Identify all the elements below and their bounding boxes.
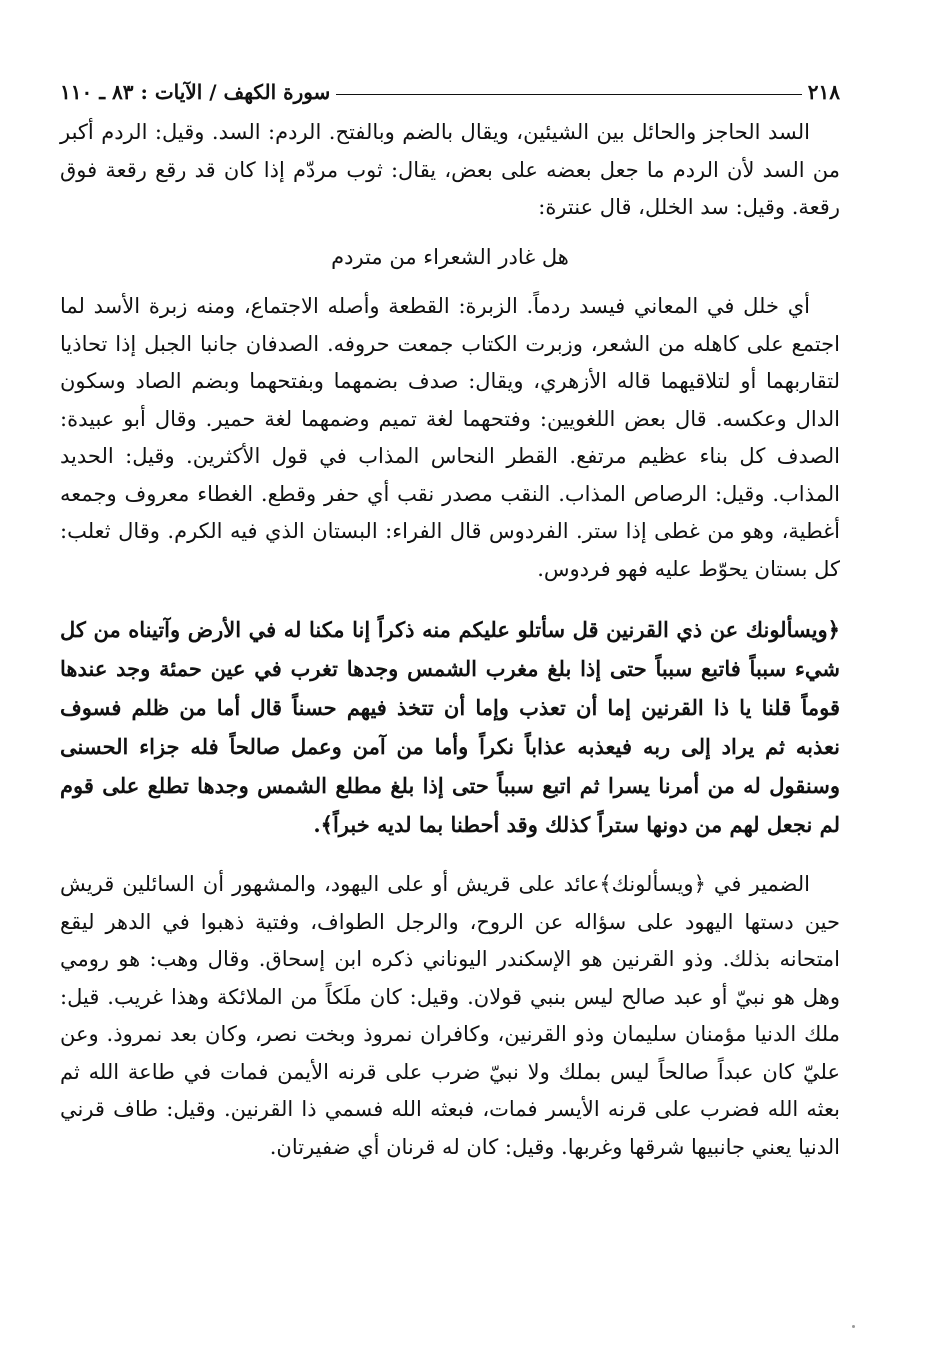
header-rule bbox=[336, 94, 801, 95]
tafsir-commentary: الضمير في ﴿ويسألونك﴾عائد على قريش أو على اليهود، والمشهور أن السائلين قريش حين دستها اليهود على سؤاله عن الروح، والرجل الطواف، وفتية ذهبوا في الدهر ليقع امتحانه بذلك. وذو القرنين هو الإسكندر اليوناني ذكره ابن إسحاق. وقال وهب: هو رومي وهل هو نبيّ أو عبد صالح ليس بنبي قولان. وقيل: كان ملَكاً من الملائكة وهذا غريب. قيل: ملك الدنيا مؤمنان سليمان وذو القرنين، وكافران نمروذ وبخت نصر، وكان بعد نمروذ. وعن عليّ كان عبداً صالحاً ليس بملك ولا نبيّ ضرب على قرنه الأيمن فمات في طاعة الله ثم بعثه الله فضرب على قرنه الأيسر فمات، فبعثه الله فسمي ذا القرنين. وقيل: طاف قرني الدنيا يعني جانبيها شرقها وغربها. وقيل: كان له قرنان أي ضفيرتان. bbox=[60, 872, 840, 1159]
page-number: ٢١٨ bbox=[807, 80, 840, 104]
lexical-notes-continued: أي خلل في المعاني فيسد ردماً. الزبرة: القطعة وأصله الاجتماع، ومنه زبرة الأسد لما اجتمع على كاهله من الشعر، وزبرت الكتاب جمعت حروفه. الصدفان جانبا الجبل إذا تحاذيا لتقاربهما أو لتلاقيهما قاله الأزهري، ويقال: صدف بضمهما وبفتحهما وبضم الصاد وسكون الدال وعكسه. قال بعض اللغويين: وفتحهما لغة تميم وضمهما لغة حمير. وقال أبو عبيدة: الصدف كل بناء عظيم مرتفع. القطر النحاس المذاب في قول الأكثرين. وقيل: الحديد المذاب. وقيل: الرصاص المذاب. النقب مصدر نقب أي حفر وقطع. الغطاء معروف وجمعه أغطية، وهو من غطى إذا ستر. الفردوس قال الفراء: البستان الذي فيه الكرم. وقال ثعلب: كل بستان يحوّط عليه فهو فردوس. bbox=[60, 294, 840, 581]
scan-speck bbox=[852, 1325, 855, 1328]
quran-verses: ﴿ويسألونك عن ذي القرنين قل سأتلو عليكم منه ذكراً إنا مكنا له في الأرض وآتيناه من كل شيء سبباً فاتبع سبباً حتى إذا بلغ مغرب الشمس وجدها تغرب في عين حمئة وجد عندها قوماً قلنا يا ذا القرنين إما أن تعذب وإما أن تتخذ فيهم حسناً قال أما من ظلم فسوف نعذبه ثم يراد إلى ربه فيعذبه عذاباً نكراً وأما من آمن وعمل صالحاً فله جزاء الحسنى وسنقول له من أمرنا يسرا ثم اتبع سبباً حتى إذا بلغ مطلع الشمس وجدها تطلع على قوم لم نجعل لهم من دونها ستراً كذلك وقد أحطنا بما لديه خبراً﴾. bbox=[60, 617, 840, 837]
lexical-notes: السد الحاجز والحائل بين الشيئين، ويقال بالضم وبالفتح. الردم: السد. وقيل: الردم أكبر من السد لأن الردم ما جعل بعضه على بعض، يقال: ثوب مردّم إذا كان قد رقع رقعة فوق رقعة. وقيل: سد الخلل، قال عنترة: bbox=[60, 120, 840, 219]
book-page bbox=[60, 70, 840, 1166]
poem-line: هل غادر الشعراء من متردم bbox=[331, 244, 569, 269]
running-header bbox=[60, 70, 840, 104]
surah-title: سورة الكهف / الآيات : ٨٣ ـ ١١٠ bbox=[60, 80, 331, 104]
